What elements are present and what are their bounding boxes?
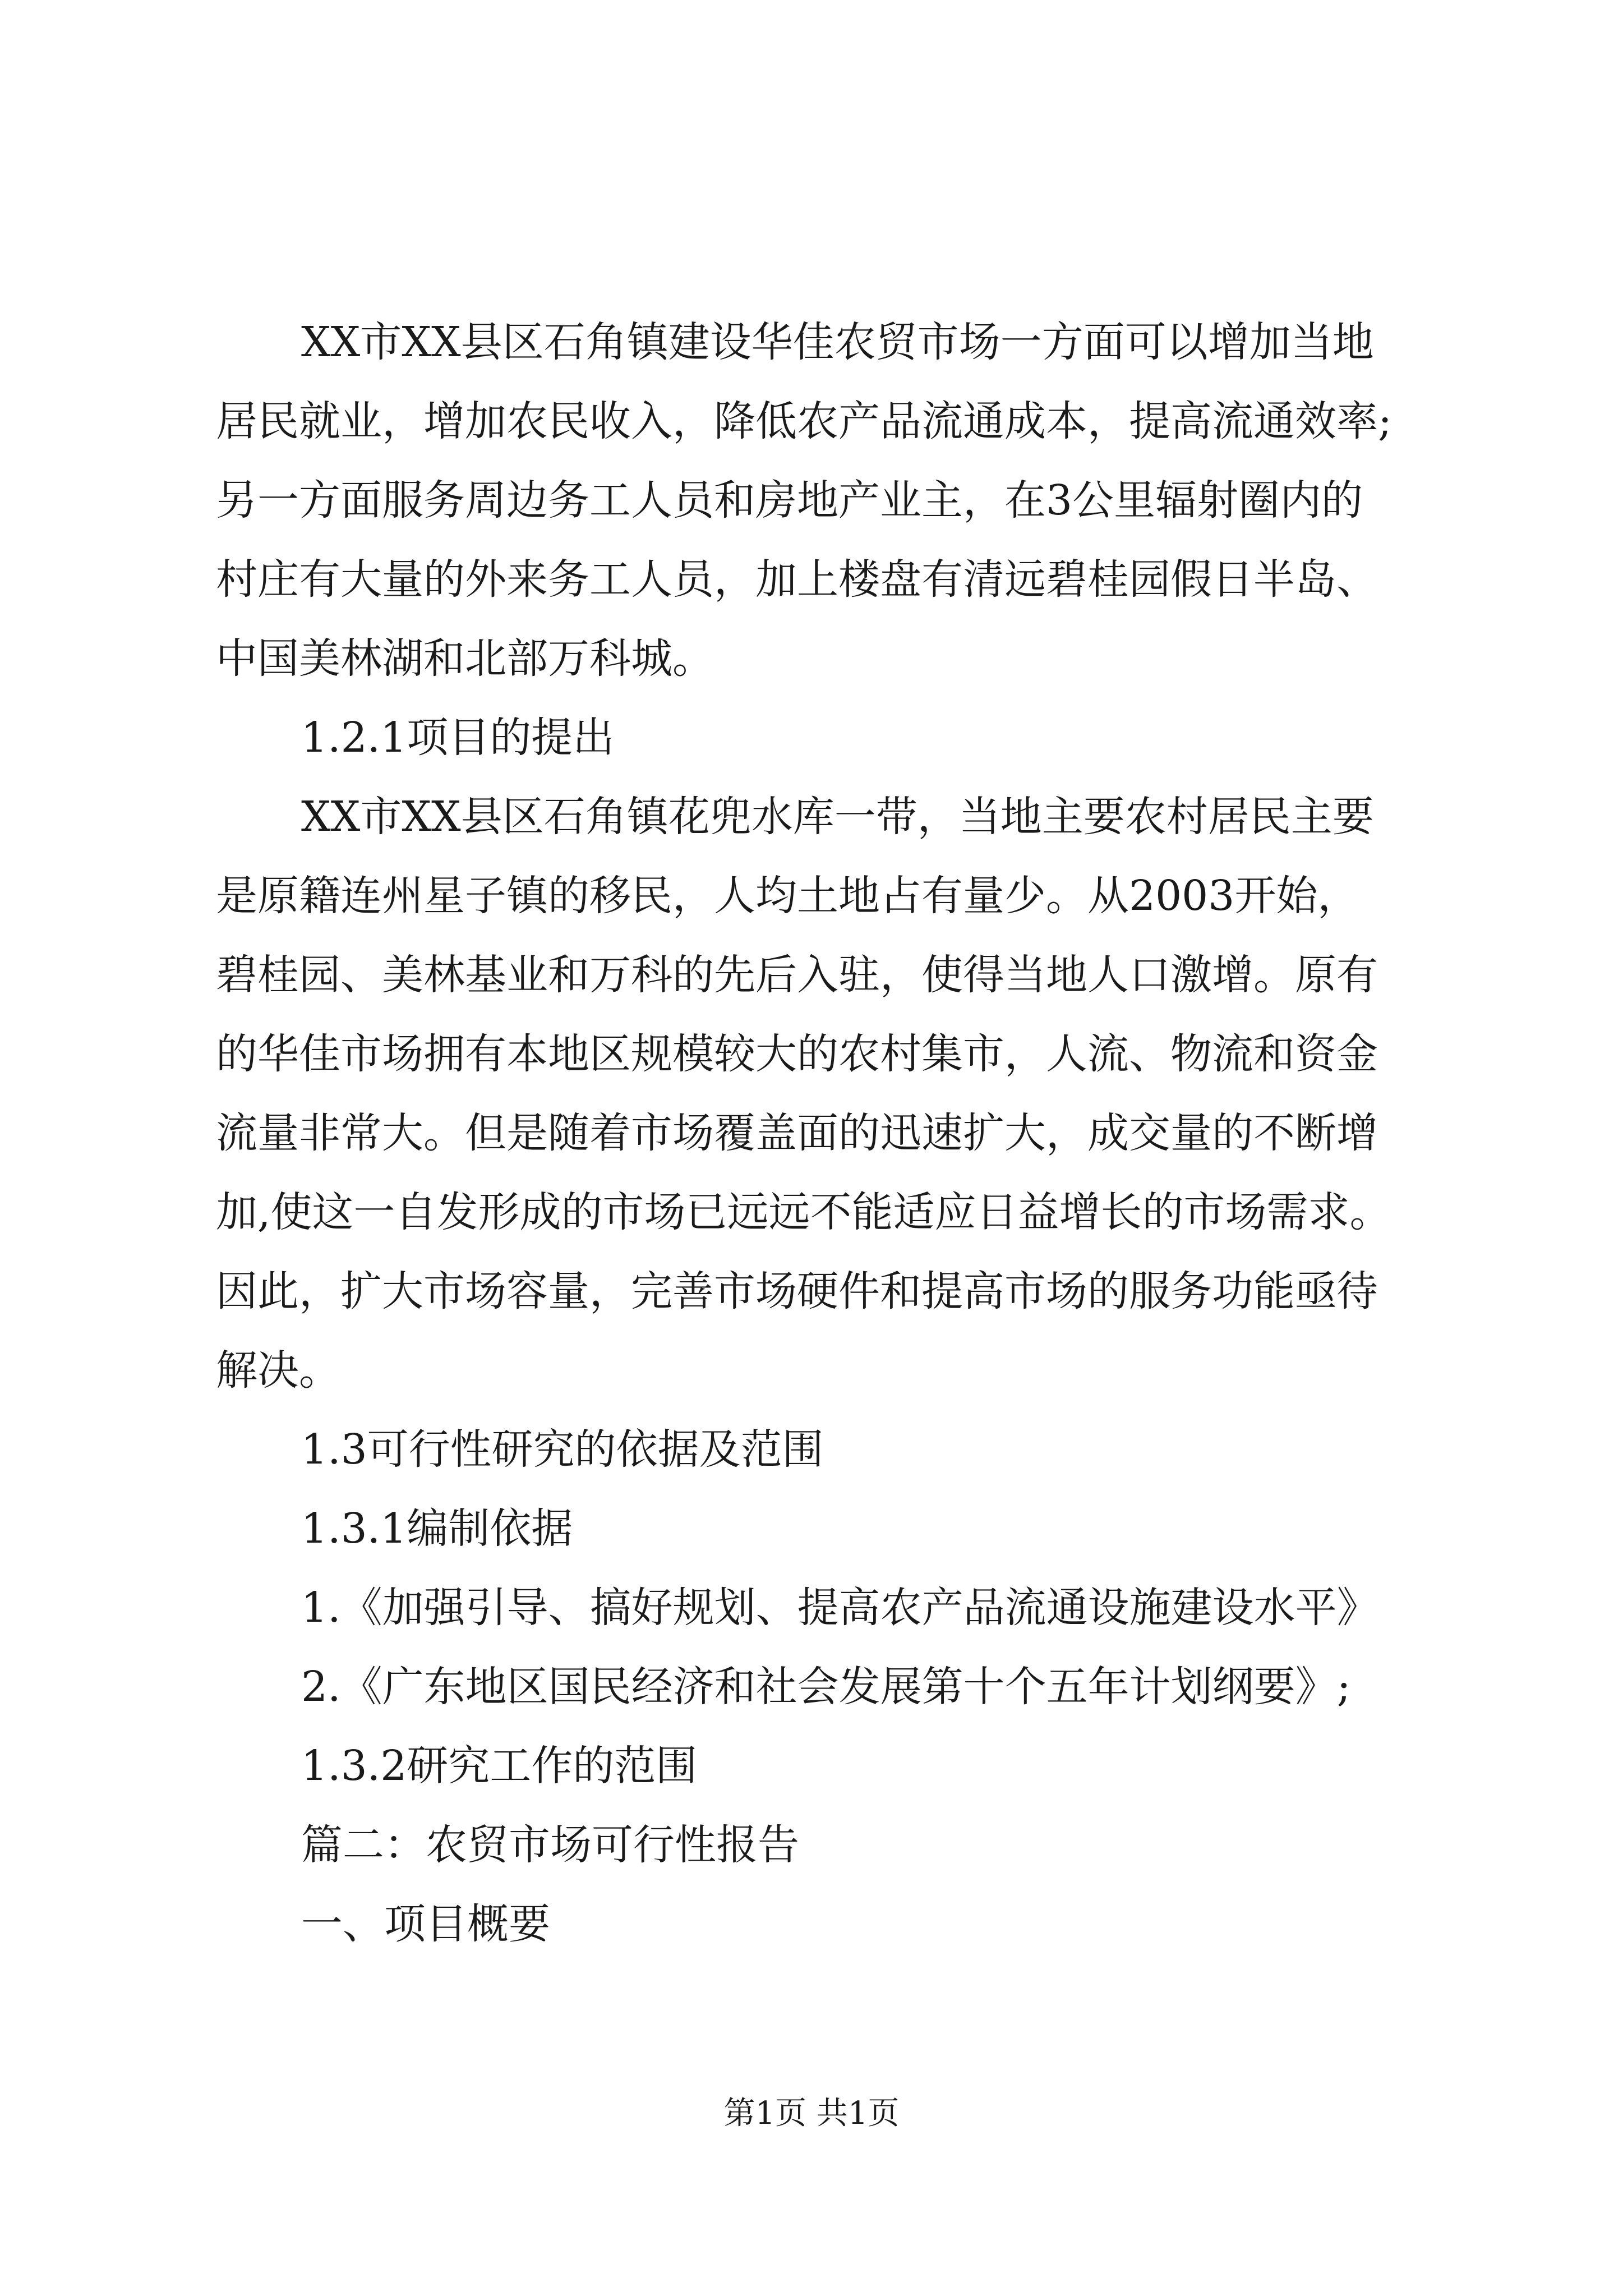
- paragraph-line: 另一方面服务周边务工人员和房地产业主，在3公里辐射圈内的: [216, 476, 1363, 524]
- paragraph-line: 流量非常大。但是随着市场覆盖面的迅速扩大，成交量的不断增: [216, 1109, 1378, 1157]
- paragraph-line: 居民就业，增加农民收入，降低农产品流通成本，提高流通效率;: [216, 397, 1392, 445]
- section-heading: 1.3.2研究工作的范围: [301, 1742, 698, 1790]
- section-heading: 1.3可行性研究的依据及范围: [301, 1425, 824, 1474]
- paragraph-line: 碧桂园、美林基业和万科的先后入驻，使得当地人口激增。原有: [216, 951, 1378, 999]
- paragraph-line: 因此，扩大市场容量，完善市场硬件和提高市场的服务功能亟待: [216, 1267, 1378, 1315]
- list-item: 2.《广东地区国民经济和社会发展第十个五年计划纲要》;: [301, 1663, 1351, 1711]
- document-body: [216, 303, 1427, 1964]
- paragraph-line: 的华佳市场拥有本地区规模较大的农村集市，人流、物流和资金: [216, 1030, 1378, 1078]
- chapter-heading: 篇二：农贸市场可行性报告: [301, 1821, 799, 1869]
- paragraph-line: 解决。: [216, 1346, 340, 1395]
- list-item: 1.《加强引导、搞好规划、提高农产品流通设施建设水平》: [301, 1584, 1378, 1632]
- paragraph-line: 加,使这一自发形成的市场已远远不能适应日益增长的市场需求。: [216, 1188, 1391, 1236]
- section-heading: 1.2.1项目的提出: [301, 714, 615, 762]
- paragraph-line: 中国美林湖和北部万科城。: [216, 634, 714, 683]
- section-heading: 一、项目概要: [301, 1900, 550, 1948]
- paragraph-line: 村庄有大量的外来务工人员，加上楼盘有清远碧桂园假日半岛、: [216, 555, 1378, 604]
- section-heading: 1.3.1编制依据: [301, 1504, 573, 1553]
- paragraph-line: XX市XX县区石角镇花兜水库一带，当地主要农村居民主要: [301, 793, 1374, 841]
- page-footer: [0, 2094, 1623, 2133]
- paragraph-line: XX市XX县区石角镇建设华佳农贸市场一方面可以增加当地: [301, 318, 1374, 366]
- paragraph-line: 是原籍连州星子镇的移民，人均土地占有量少。从2003开始，: [216, 872, 1359, 920]
- page-number-label: 第1页 共1页: [723, 2095, 900, 2132]
